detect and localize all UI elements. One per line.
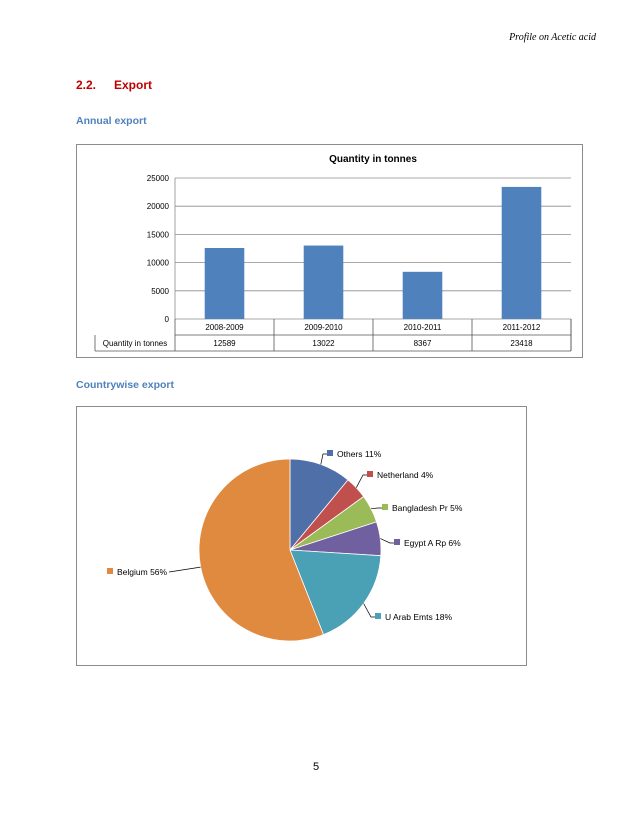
bar (304, 246, 344, 319)
legend-key (107, 568, 113, 574)
leader-line (356, 475, 367, 488)
pie-chart (77, 407, 526, 665)
pie-label: Belgium 56% (117, 567, 168, 577)
pie-chart-frame (76, 406, 527, 666)
data-table-series-label: Quantity in tonnes (102, 339, 168, 348)
leader-line (364, 604, 375, 618)
y-tick-label: 15000 (146, 230, 169, 240)
x-category-label: 2008-2009 (205, 323, 244, 332)
data-table-value: 12589 (213, 339, 236, 348)
bar (502, 187, 542, 319)
x-category-label: 2011-2012 (502, 323, 541, 332)
section-title: Export (114, 78, 153, 92)
x-category-label: 2009-2010 (304, 323, 343, 332)
y-tick-label: 25000 (146, 174, 169, 183)
legend-key (382, 504, 388, 510)
data-table-value: 23418 (510, 339, 533, 348)
pie-label: Others 11% (337, 449, 382, 459)
running-header: Profile on Acetic acid (509, 32, 596, 43)
legend-key (327, 450, 333, 456)
leader-line (321, 454, 327, 464)
pie-label: U Arab Emts 18% (385, 612, 453, 622)
y-tick-label: 0 (164, 315, 169, 324)
annual-export-heading: Annual export (76, 115, 147, 127)
data-table-value: 8367 (413, 339, 432, 348)
pie-label: Netherland 4% (377, 470, 434, 480)
chart-title: Quantity in tonnes (329, 154, 417, 165)
legend-key (394, 539, 400, 545)
x-category-label: 2010-2011 (403, 323, 442, 332)
bar-chart-frame (76, 144, 583, 358)
leader-line (169, 567, 201, 572)
leader-line (380, 539, 394, 543)
legend-key (375, 613, 381, 619)
data-table-value: 13022 (312, 339, 335, 348)
bar (403, 272, 443, 319)
countrywise-export-heading: Countrywise export (76, 379, 175, 391)
leader-line (371, 508, 382, 509)
y-tick-label: 5000 (151, 286, 169, 296)
bar (205, 248, 245, 319)
page-number: 5 (313, 761, 320, 773)
section-number: 2.2. (76, 78, 97, 92)
legend-key (367, 471, 373, 477)
y-tick-label: 20000 (146, 202, 169, 212)
y-tick-label: 10000 (146, 258, 169, 268)
pie-label: Egypt A Rp 6% (404, 538, 461, 548)
bar-chart (77, 145, 582, 357)
pie-label: Bangladesh Pr 5% (392, 503, 463, 513)
